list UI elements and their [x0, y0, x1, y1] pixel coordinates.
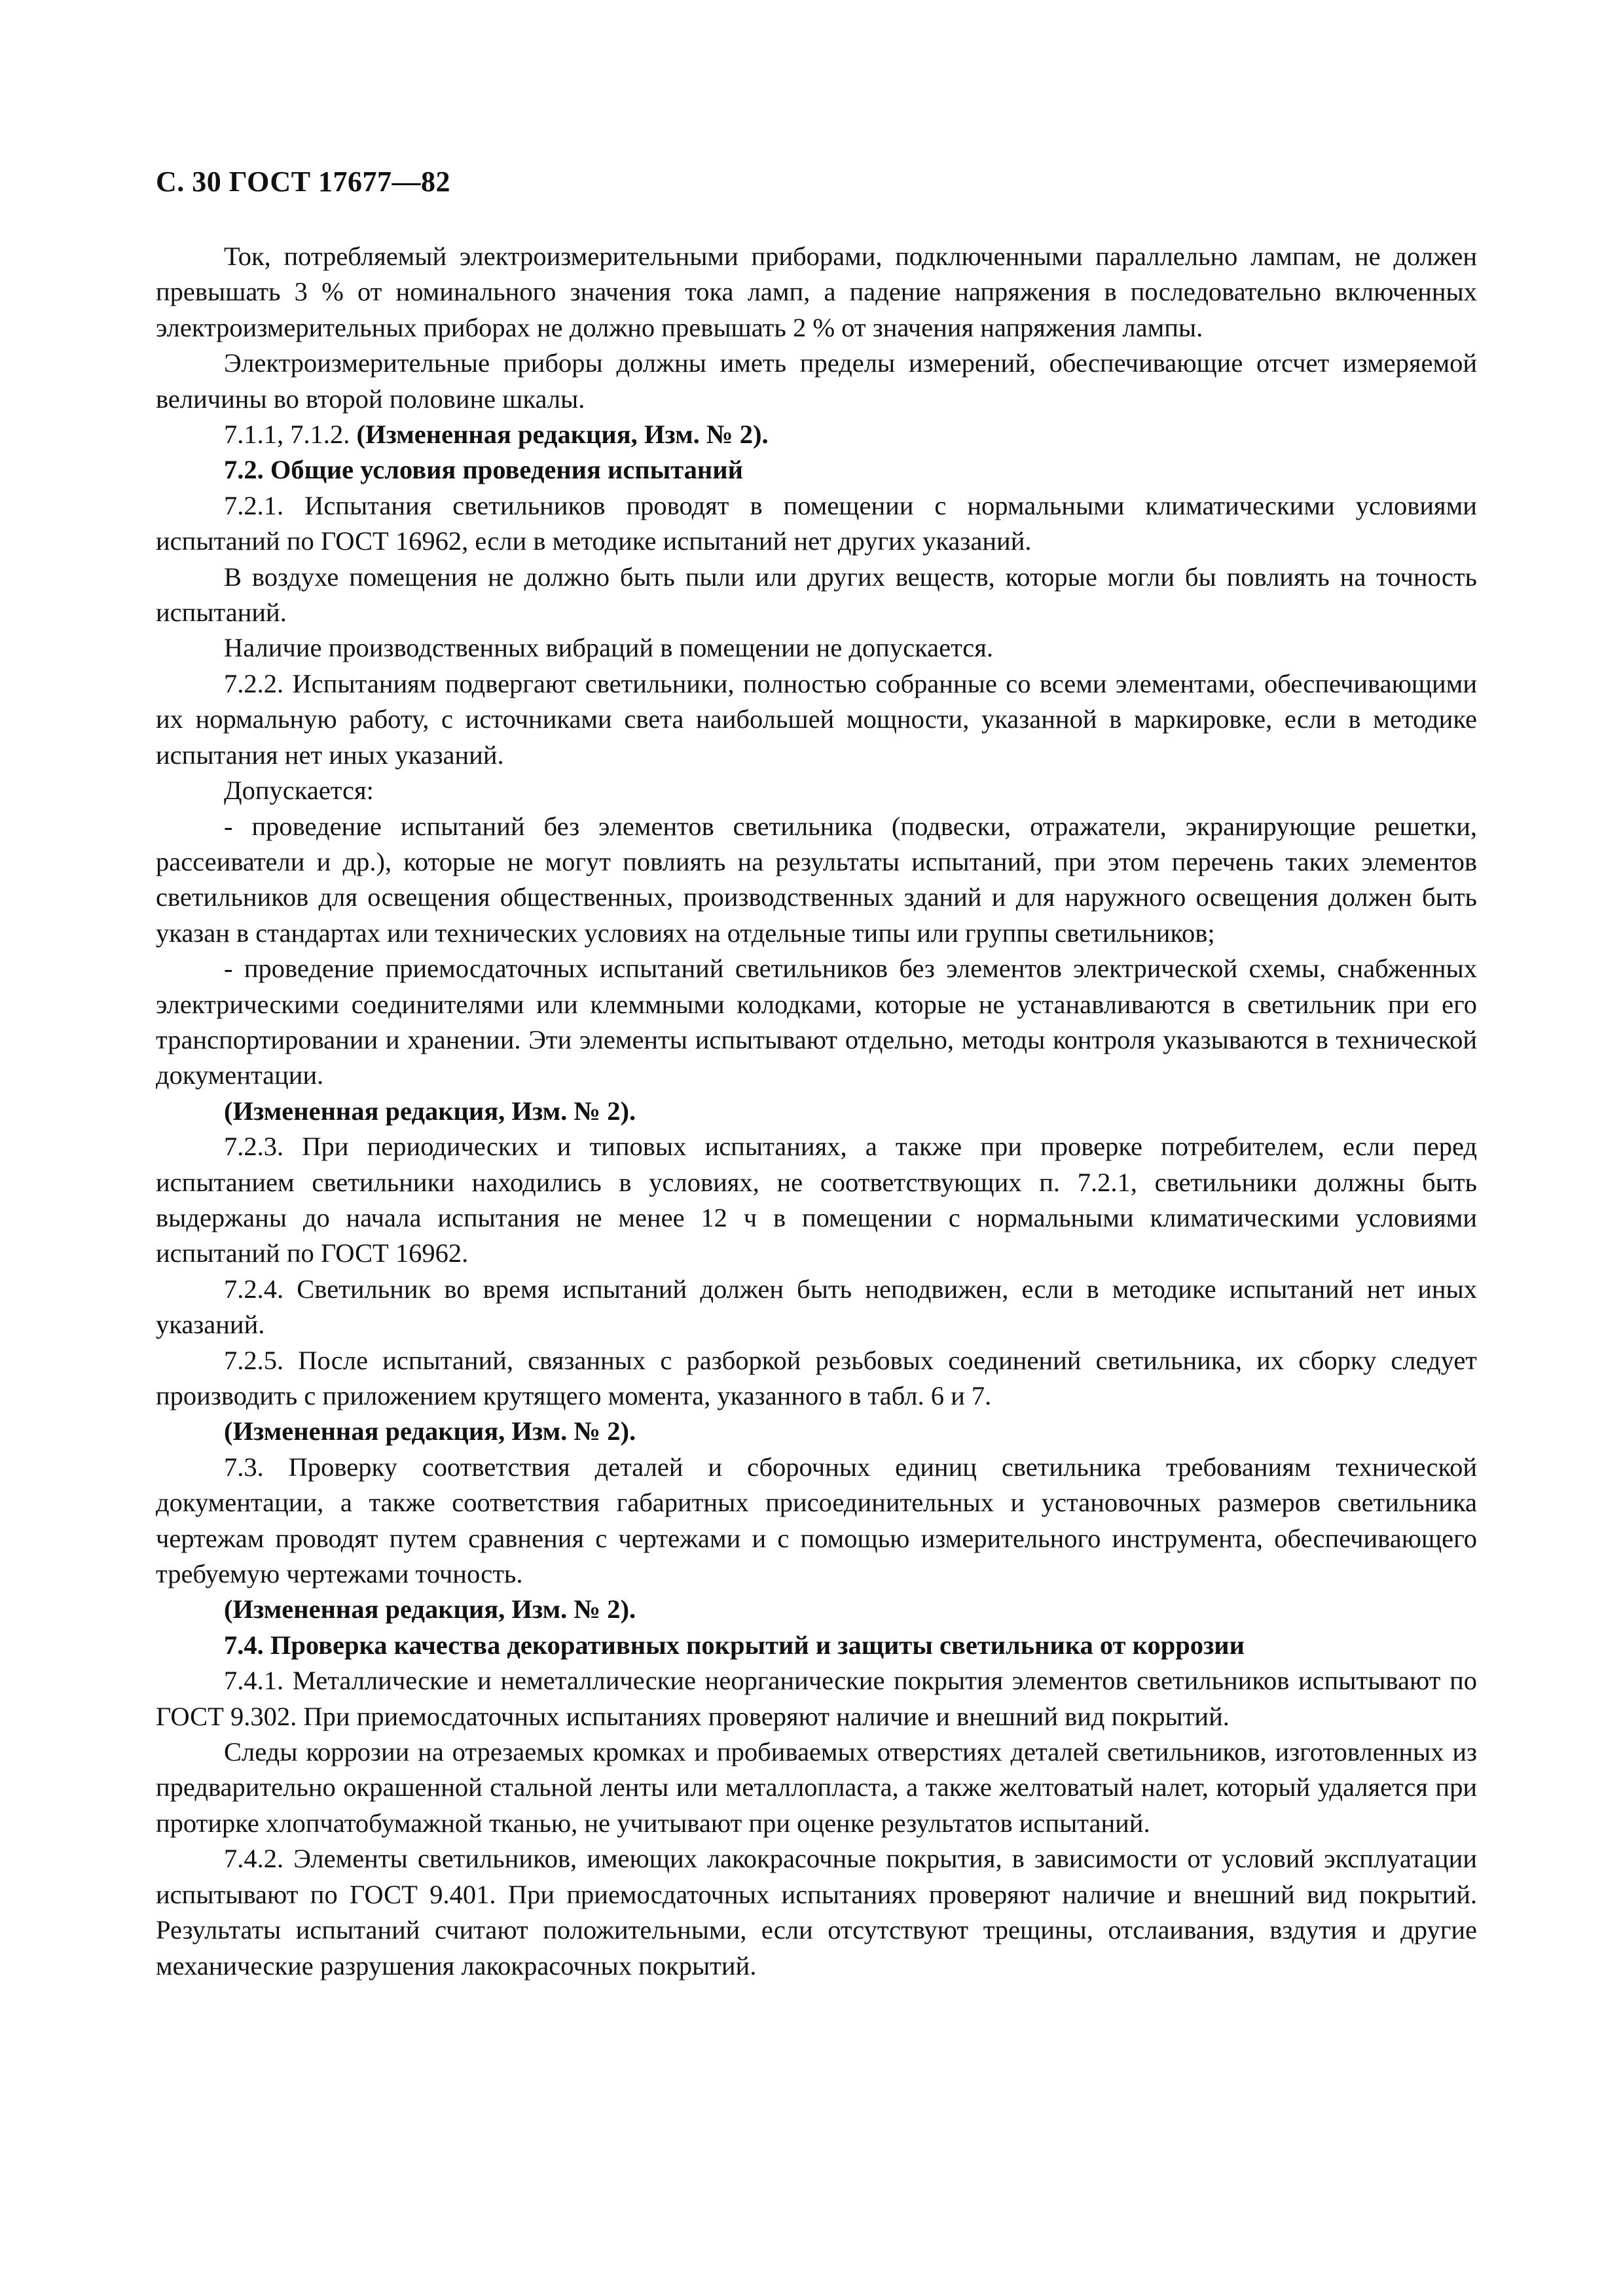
amendment-note: (Измененная редакция, Изм. № 2).	[224, 1096, 636, 1126]
paragraph: 7.2.4. Светильник во время испытаний должен быть неподвижен, если в методике испытаний нет иных указаний.	[156, 1274, 1477, 1340]
paragraph: Электроизмерительные приборы должны иметь пределы измерений, обеспечивающие отсчет измеряемой величины во второй половине шкалы.	[156, 348, 1477, 414]
paragraph: Наличие производственных вибраций в помещении не допускается.	[224, 633, 994, 663]
section-heading: 7.4. Проверка качества декоративных покрытий и защиты светильника от коррозии	[224, 1630, 1245, 1660]
amendment-note: (Измененная редакция, Изм. № 2).	[224, 1594, 636, 1624]
document-body	[156, 239, 1477, 1984]
paragraph: В воздухе помещения не должно быть пыли или других веществ, которые могли бы повлиять на точность испытаний.	[156, 562, 1477, 628]
paragraph: Следы коррозии на отрезаемых кромках и пробиваемых отверстиях деталей светильников, изготовленных из предварительно окрашенной стальной ленты или металлопласта, а также желтоватый налет, который удаляется при протирке хлопчатобумажной тканью, не учитывают при оценке результатов испытаний.	[156, 1737, 1477, 1838]
paragraph: 7.4.2. Элементы светильников, имеющих лакокрасочные покрытия, в зависимости от условий эксплуатации испытывают по ГОСТ 9.401. При приемосдаточных испытаниях проверяют наличие и внешний вид покрытий. Результаты испытаний считают положительными, если отсутствуют трещины, отслаивания, вздутия и другие механические разрушения лакокрасочных покрытий.	[156, 1844, 1477, 1981]
list-item: - проведение приемосдаточных испытаний светильников без элементов электрической схемы, снабженных электрическими соединителями или клеммными колодками, которые не устанавливаются в светильник при его транспортировании и хранении. Эти элементы испытывают отдельно, методы контроля указываются в технической документации.	[156, 954, 1477, 1090]
paragraph: 7.2.1. Испытания светильников проводят в помещении с нормальными климатическими условиями испытаний по ГОСТ 16962, если в методике испытаний нет других указаний.	[156, 490, 1477, 556]
page-header: С. 30 ГОСТ 17677—82	[156, 166, 451, 198]
paragraph: Допускается:	[224, 776, 374, 806]
amendment-label: (Измененная редакция, Изм. № 2).	[356, 420, 769, 450]
paragraph: 7.2.5. После испытаний, связанных с разборкой резьбовых соединений светильника, их сборку следует производить с приложением крутящего момента, указанного в табл. 6 и 7.	[156, 1345, 1477, 1410]
paragraph: 7.2.3. При периодических и типовых испытаниях, а также при проверке потребителем, если перед испытанием светильники находились в условиях, не соответствующих п. 7.2.1, светильники должны быть выдержаны до начала испытания не менее 12 ч в помещении с нормальными климатическими условиями испытаний по ГОСТ 16962.	[156, 1132, 1477, 1268]
clause-reference: 7.1.1, 7.1.2.	[224, 420, 357, 450]
list-item: - проведение испытаний без элементов светильника (подвески, отражатели, экранирующие решетки, рассеиватели и др.), которые не могут повлиять на результаты испытаний, при этом перечень таких элементов светильников для освещения общественных, производственных зданий и для наружного освещения должен быть указан в стандартах или технических условиях на отдельные типы или группы светильников;	[156, 811, 1477, 948]
amendment-note	[156, 417, 1477, 452]
section-heading: 7.2. Общие условия проведения испытаний	[224, 455, 743, 485]
amendment-note: (Измененная редакция, Изм. № 2).	[224, 1416, 636, 1446]
paragraph: 7.4.1. Металлические и неметаллические неорганические покрытия элементов светильников испытывают по ГОСТ 9.302. При приемосдаточных испытаниях проверяют наличие и внешний вид покрытий.	[156, 1666, 1477, 1731]
paragraph: 7.3. Проверку соответствия деталей и сборочных единиц светильника требованиям технической документации, а также соответствия габаритных присоединительных и установочных размеров светильника чертежам проводят путем сравнения с чертежами и с помощью измерительного инструмента, обеспечивающего требуемую чертежами точность.	[156, 1452, 1477, 1589]
paragraph: 7.2.2. Испытаниям подвергают светильники, полностью собранные со всеми элементами, обеспечивающими их нормальную работу, с источниками света наибольшей мощности, указанной в маркировке, если в методике испытания нет иных указаний.	[156, 668, 1477, 770]
paragraph: Ток, потребляемый электроизмерительными приборами, подключенными параллельно лампам, не должен превышать 3 % от номинального значения тока ламп, а падение напряжения в последовательно включенных электроизмерительных приборах не должно превышать 2 % от значения напряжения лампы.	[156, 242, 1477, 342]
